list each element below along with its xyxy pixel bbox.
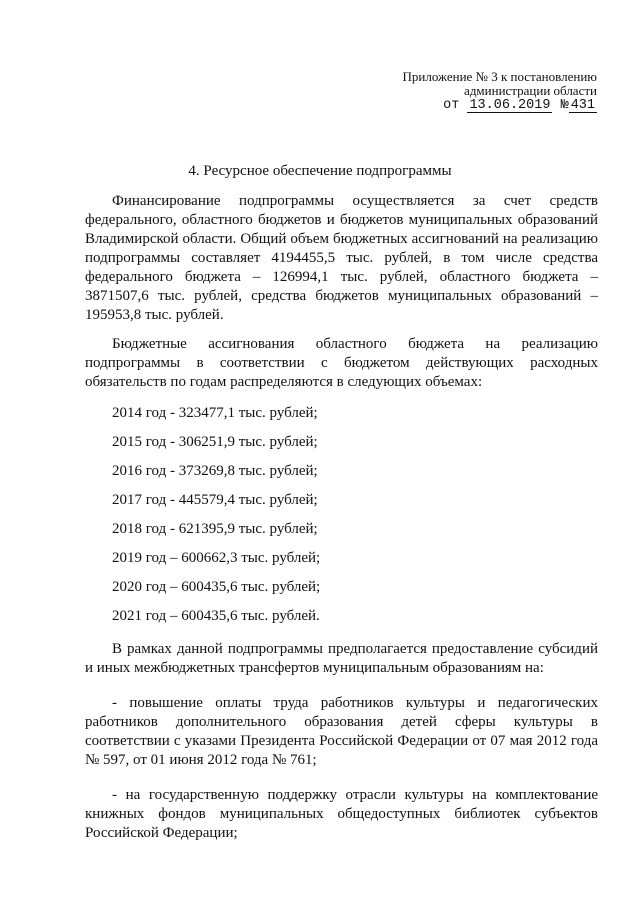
list-item: 2019 год – 600662,3 тыс. рублей; <box>112 550 321 566</box>
paragraph-wages: - повышение оплаты труда работников культуры и педагогических работников дополнительного образования детей сферы культуры в соответствии с указами Президента Российской Федерации от 07 мая 2012 года № 597, от 01 июня 2012 года № 761; <box>85 695 598 768</box>
number-label: № <box>560 98 569 113</box>
list-item: 2015 год - 306251,9 тыс. рублей; <box>112 434 318 450</box>
order-line <box>403 99 597 113</box>
list-item: 2018 год - 621395,9 тыс. рублей; <box>112 521 318 537</box>
document-body <box>85 192 598 843</box>
year-list <box>85 404 598 636</box>
list-item: 2014 год - 323477,1 тыс. рублей; <box>112 405 318 421</box>
section-title: 4. Ресурсное обеспечение подпрограммы <box>188 163 452 179</box>
appendix-header <box>403 70 597 113</box>
paragraph-funding: Финансирование подпрограммы осуществляется за счет средств федерального, областного бюджетов и бюджетов муниципальных образований Владимирской области. Общий объем бюджетных ассигнований на реализацию подпрограммы составляет 4194455,5 тыс. рублей, в том числе средства федерального бюджета – 126994,1 тыс. рублей, областного бюджета – 3871507,6 тыс. рублей, средства бюджетов муниципальных образований – 195953,8 тыс. рублей. <box>85 193 598 323</box>
paragraph-subsidies: В рамках данной подпрограммы предполагается предоставление субсидий и иных межбюджетных трансфертов муниципальным образованиям на: <box>85 641 598 676</box>
order-date: 13.06.2019 <box>469 98 551 113</box>
list-item: 2017 год - 445579,4 тыс. рублей; <box>112 492 318 508</box>
list-item: 2021 год – 600435,6 тыс. рублей. <box>112 608 320 624</box>
paragraph-libraries: - на государственную поддержку отрасли культуры на комплектование книжных фондов муниципальных общедоступных библиотек субъектов Российской Федерации; <box>85 787 598 841</box>
order-number: 431 <box>570 98 595 113</box>
list-item: 2016 год - 373269,8 тыс. рублей; <box>112 463 318 479</box>
from-label: от <box>443 98 460 113</box>
administration-line: администрации области <box>464 83 597 98</box>
list-item: 2020 год – 600435,6 тыс. рублей; <box>112 579 321 595</box>
paragraph-allocations: Бюджетные ассигнования областного бюджета на реализацию подпрограммы в соответствии с бюджетом действующих расходных обязательств по годам распределяются в следующих объемах: <box>85 336 598 390</box>
appendix-line: Приложение № 3 к постановлению <box>402 69 597 84</box>
